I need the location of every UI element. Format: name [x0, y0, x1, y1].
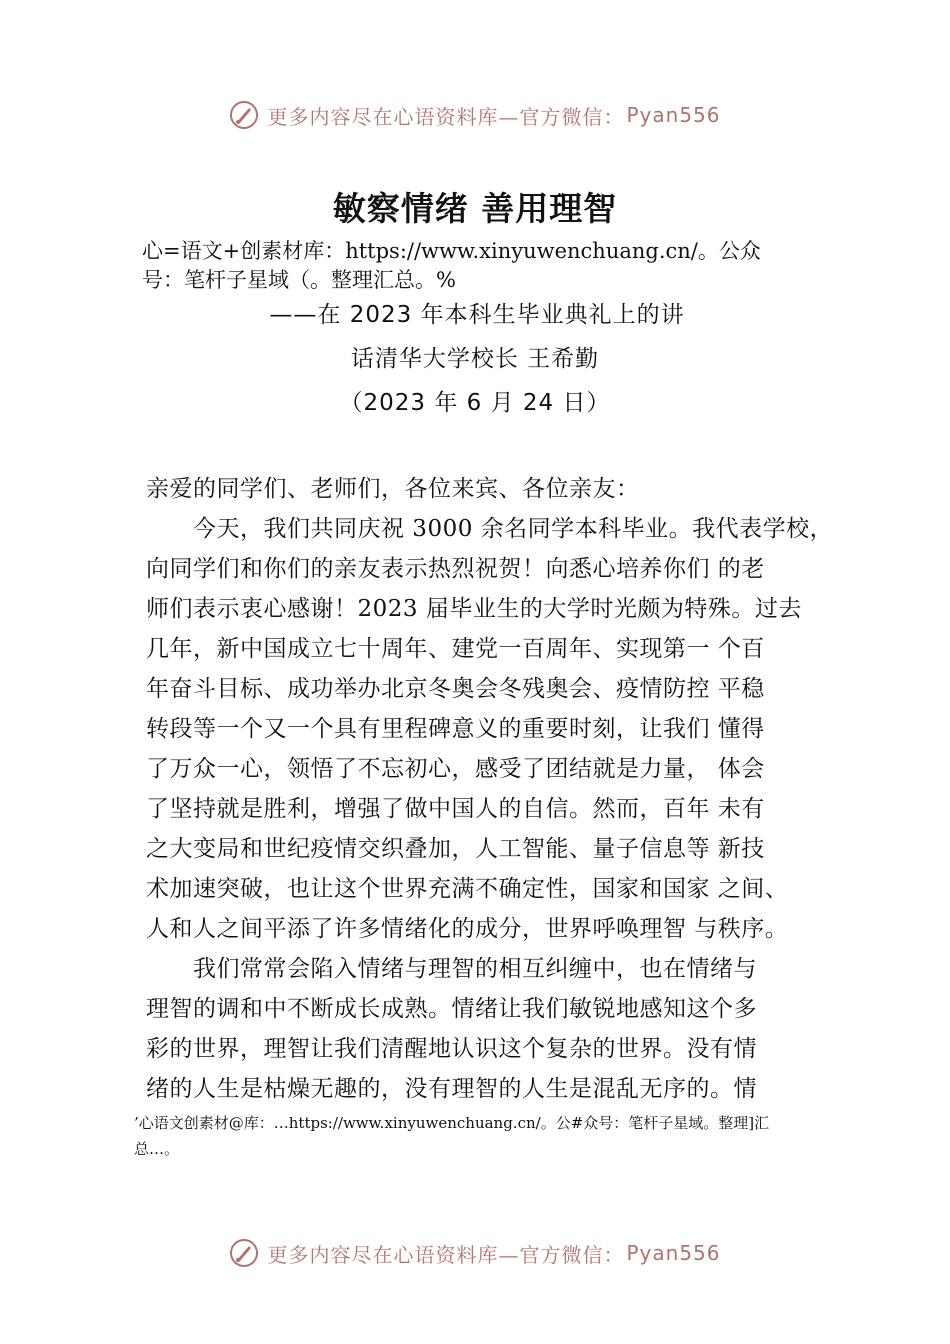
- subtitle-line: ——在 2023 年本科生毕业典礼上的讲: [269, 302, 685, 328]
- body-line: 了坚持就是胜利，增强了做中国人的自信。然而，百年 未有: [146, 796, 765, 822]
- body-line: 之大变局和世纪疫情交织叠加，人工智能、量子信息等 新技: [146, 836, 765, 862]
- banner-text: 更多内容尽在心语资料库—官方微信：: [267, 1242, 625, 1267]
- source-line: 号：笔杆子星域（。整理汇总。%: [142, 268, 456, 292]
- banner-wechat-id: Pyan556: [626, 1241, 721, 1265]
- body-line: 术加速突破，也让这个世界充满不确定性，国家和国家 之间、: [146, 876, 789, 902]
- quill-pen-logo-icon: [229, 100, 259, 130]
- banner-wechat-id: Pyan556: [626, 103, 721, 127]
- body-line: 彩的世界，理智让我们清醒地认识这个复杂的世界。没有情: [146, 1036, 757, 1062]
- header-banner: [0, 95, 950, 135]
- body-line: 人和人之间平添了许多情绪化的成分，世界呼唤理智 与秩序。: [146, 916, 789, 942]
- body-line: 了万众一心，领悟了不忘初心，感受了团结就是力量， 体会: [146, 756, 765, 782]
- body-line: 我们常常会陷入情绪与理智的相互纠缠中，也在情绪与: [146, 956, 757, 982]
- footnote-line: 总…。: [134, 1140, 180, 1158]
- banner-text: 更多内容尽在心语资料库—官方微信：: [267, 104, 625, 129]
- body-line: 今天，我们共同庆祝 3000 余名同学本科毕业。我代表学校，: [146, 516, 834, 542]
- body-line: 绪的人生是枯燥无趣的，没有理智的人生是混乱无序的。情: [146, 1076, 757, 1102]
- date-line: （2023 年 6 月 24 日）: [339, 390, 611, 416]
- body-line: 师们表示衷心感谢！2023 届毕业生的大学时光颇为特殊。过去: [146, 596, 802, 622]
- subtitle-line: 话清华大学校长 王希勤: [350, 346, 600, 372]
- source-line: 心=语文+创素材库：https://www.xinyuwenchuang.cn/。公众: [142, 239, 761, 263]
- body-line: 理智的调和中不断成长成熟。情绪让我们敏锐地感知这个多: [146, 996, 757, 1022]
- body-line: 向同学们和你们的亲友表示热烈祝贺！向悉心培养你们 的老: [146, 556, 765, 582]
- document-title: 敏察情绪 善用理智: [332, 189, 618, 228]
- quill-pen-logo-icon: [229, 1238, 259, 1268]
- footer-banner: [0, 1233, 950, 1273]
- footnote-line: ’心语文创素材@库：…https://www.xinyuwenchuang.cn/。公#众号：笔杆子星域。整理]汇: [134, 1114, 770, 1132]
- body-line: 几年，新中国成立七十周年、建党一百周年、实现第一 个百: [146, 636, 765, 662]
- body-line: 年奋斗目标、成功举办北京冬奥会冬残奥会、疫情防控 平稳: [146, 676, 765, 702]
- body-line: 转段等一个又一个具有里程碑意义的重要时刻，让我们 懂得: [146, 716, 765, 742]
- body-line: 亲爱的同学们、老师们，各位来宾、各位亲友：: [146, 476, 640, 502]
